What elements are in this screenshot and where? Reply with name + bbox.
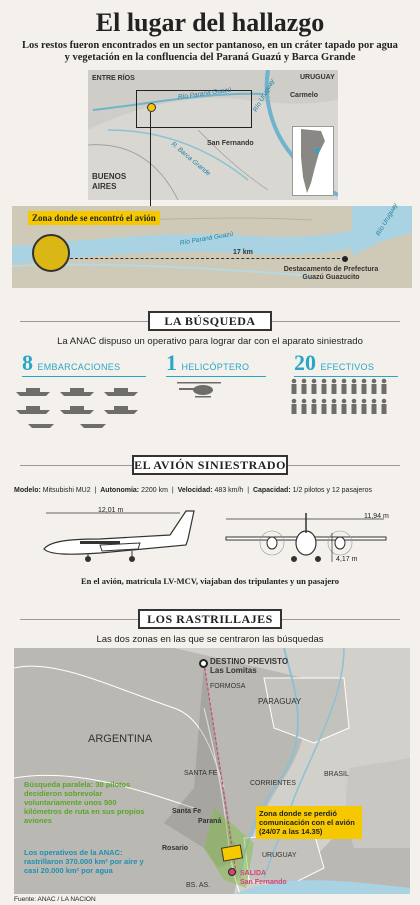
label-argentina: ARGENTINA — [88, 733, 153, 745]
stat-boats-label: EMBARCACIONES — [37, 362, 121, 372]
label-uruguay-country: URUGUAY — [262, 852, 297, 859]
stat-people-label: EFECTIVOS — [320, 362, 375, 372]
stat-divider-1 — [22, 376, 146, 377]
page-subtitle: Los restos fueron encontrados en un sector pantanoso, en un cráter tapado por agua y vegetación en la confluencia del Paraná Guazú y Barca Grande — [22, 40, 398, 63]
plane-side-view — [40, 505, 200, 567]
label-rio-parana-guazu: Río Paraná Guazú — [177, 86, 232, 101]
label-san-fernando: San Fernando — [207, 140, 254, 147]
label-destino-city: Las Lomitas — [210, 666, 257, 675]
busqueda-title: LA BÚSQUEDA — [148, 311, 272, 331]
green-note: Búsqueda paralela: 30 pilotos decidieron sobrevolar voluntariamente unos 500 kilómetros de ruta en sus propios aviones — [24, 780, 145, 825]
argentina-inset-svg — [293, 127, 333, 195]
rastrillajes-subtitle: Las dos zonas en las que se centraron las búsquedas — [96, 634, 324, 645]
spec-autonomia-key: Autonomía: — [100, 487, 140, 494]
spec-capacidad-value: 1/2 pilotos y 12 pasajeros — [292, 487, 373, 494]
people-icons — [290, 378, 390, 418]
label-rio-uruguay: Río Uruguay — [251, 78, 277, 114]
label-buenos-aires: BUENOS AIRES — [92, 172, 127, 191]
prefectura-label: Destacamento de Prefectura Guazú Guazucito — [283, 266, 379, 281]
yellow-note-box — [256, 806, 362, 839]
dim-length: 12,01 m — [98, 507, 124, 514]
spec-velocidad-key: Velocidad: — [177, 487, 213, 494]
yellow-note: Zona donde se perdió comunicación con el avión — [259, 809, 355, 827]
stat-heli-label: HELICÓPTERO — [181, 362, 250, 372]
stat-divider-3 — [294, 376, 398, 377]
footer-source: Fuente: ANAC / LA NACION — [14, 896, 96, 903]
target-marker — [147, 103, 156, 112]
found-zone-circle — [32, 234, 70, 272]
label-paraguay: PARAGUAY — [258, 697, 302, 706]
salida-marker — [228, 868, 236, 876]
destino-marker — [199, 659, 208, 668]
detail-label-parana-guazu: Río Paraná Guazú — [179, 230, 234, 247]
argentina-inset — [292, 126, 334, 196]
label-corrientes: CORRIENTES — [250, 780, 296, 787]
stat-boats — [22, 350, 120, 376]
spec-modelo-value: Mitsubishi MU2 — [42, 487, 91, 494]
label-parana: Paraná — [198, 818, 222, 825]
page-title: El lugar del hallazgo — [95, 8, 325, 37]
zoom-connector — [150, 112, 151, 208]
distance-line — [70, 258, 345, 259]
spec-row: Modelo: Mitsubishi MU2 | Autonomía: 2200 km | Velocidad: 483 km/h | Capacidad: 1/2 pilotos y 12 pasajeros — [14, 487, 373, 494]
label-rosario: Rosario — [162, 845, 189, 852]
spec-capacidad-key: Capacidad: — [252, 487, 291, 494]
spec-modelo-key: Modelo: — [14, 487, 41, 494]
label-entre-rios: ENTRE RÍOS — [92, 75, 135, 82]
blue-note: Los operativos de la ANAC: rastrillaron 370.000 km² por aire y casi 20.000 km² por agua — [24, 848, 144, 875]
found-zone-label: Zona donde se encontró el avión — [28, 211, 160, 225]
label-san-fernando-bottom: San Fernando — [240, 879, 287, 886]
label-carmelo: Carmelo — [290, 92, 319, 99]
label-destino — [210, 657, 288, 675]
boat-icons — [14, 380, 144, 430]
label-barca-grande: R. Barca Grande — [169, 140, 212, 178]
stat-divider-2 — [166, 376, 266, 377]
avion-caption: En el avión, matrícula LV-MCV, viajaban dos tripulantes y un pasajero — [80, 576, 340, 586]
label-formosa: FORMOSA — [210, 683, 246, 690]
stat-heli-number: 1 — [166, 350, 177, 375]
boat-icon — [16, 388, 138, 428]
detail-label-rio-uruguay: Río Uruguay — [374, 202, 400, 238]
label-salida: SALIDA — [240, 870, 267, 877]
label-bs-as: BS. AS. — [186, 882, 211, 889]
stat-boats-number: 8 — [22, 350, 33, 375]
stat-people-number: 20 — [294, 350, 316, 375]
label-santa-fe: Santa Fe — [172, 808, 202, 815]
stat-heli — [166, 350, 249, 376]
spec-velocidad-value: 483 km/h — [214, 487, 244, 494]
rastrillajes-title: LOS RASTRILLAJES — [138, 609, 282, 629]
busqueda-subtitle: La ANAC dispuso un operativo para lograr dar con el aparato siniestrado — [57, 336, 363, 347]
label-destino-title: DESTINO PREVISTO — [210, 657, 289, 666]
avion-title: EL AVIÓN SINIESTRADO — [132, 455, 288, 475]
label-santa-fe-prov: SANTA FE — [184, 770, 218, 777]
stat-people — [294, 350, 374, 376]
spec-autonomia-value: 2200 km — [141, 487, 168, 494]
helicopter-icon — [175, 380, 225, 400]
dim-wingspan: 11,94 m — [364, 513, 389, 520]
label-brasil: BRASIL — [324, 771, 349, 778]
yellow-note-time: (24/07 a las 14.35) — [259, 827, 323, 836]
dim-height: 4,17 m — [336, 556, 358, 563]
prefectura-marker — [342, 256, 348, 262]
distance-label: 17 km — [233, 249, 253, 256]
label-uruguay: URUGUAY — [300, 74, 335, 81]
